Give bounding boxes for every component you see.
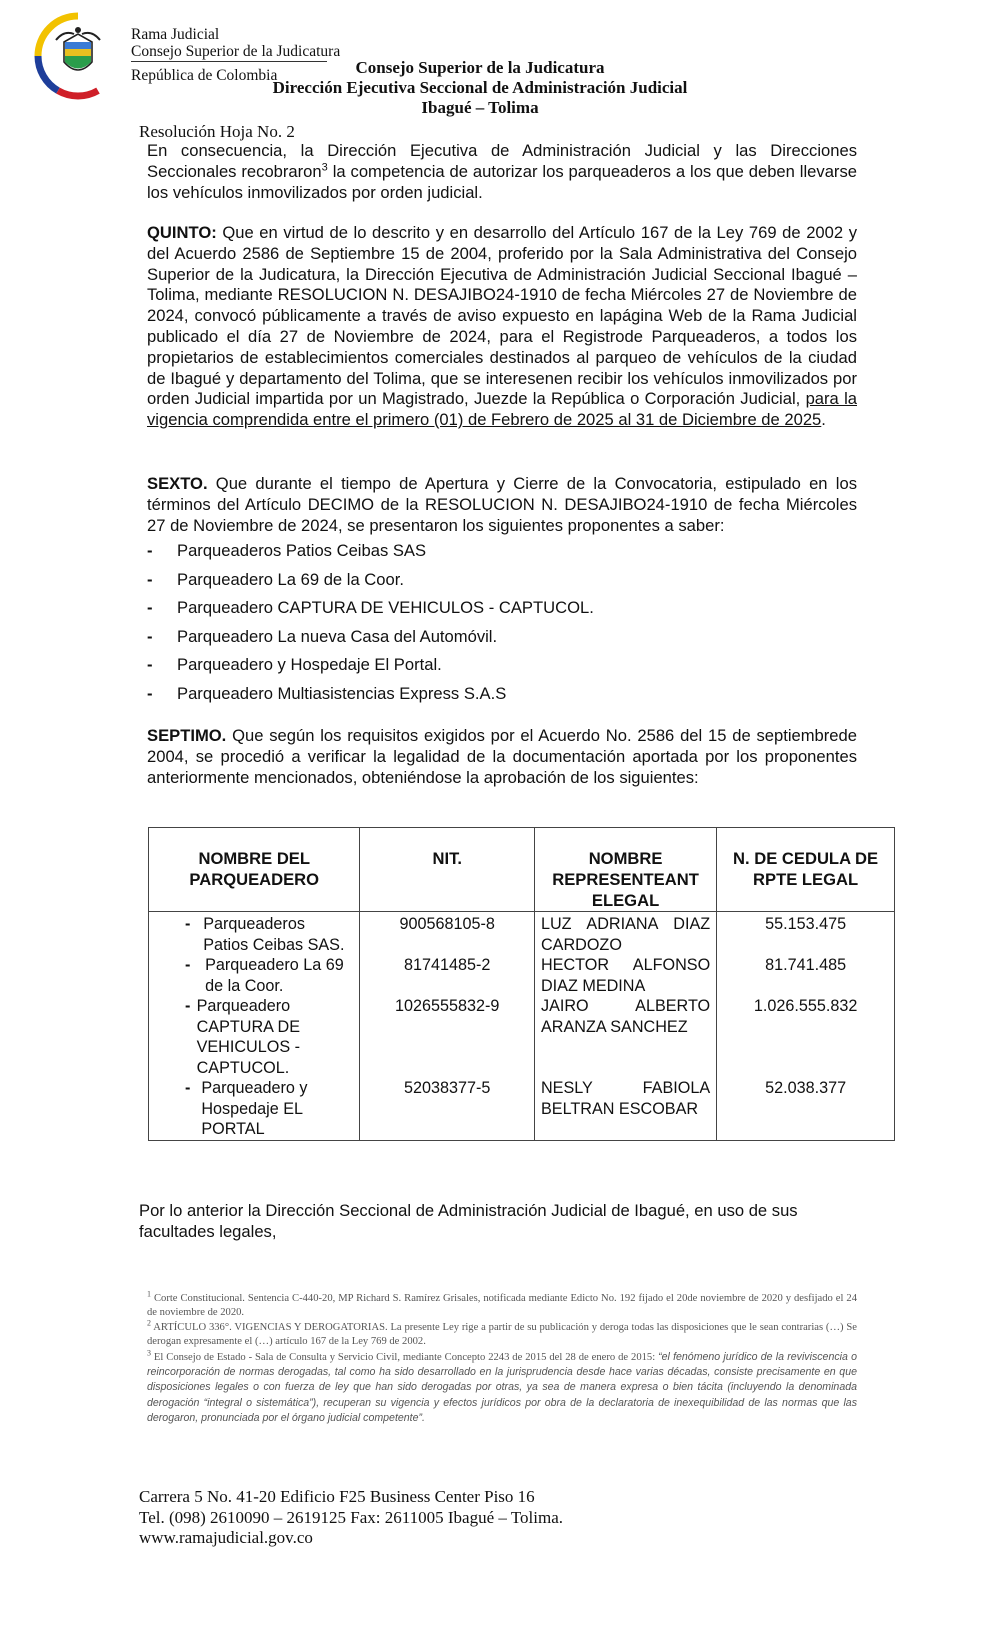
header-representante: NOMBRE REPRESENTEANT ELEGAL [534,828,716,912]
proponent-name: Parqueadero CAPTURA DE VEHICULOS - CAPTUCOL. [177,598,594,618]
paragraph-septimo [147,726,857,788]
footnote-number: 1 [147,1289,151,1299]
sexto-heading: SEXTO. [147,474,208,493]
parking-name: Parqueaderos Patios Ceibas SAS. [203,915,345,954]
paragraph-sexto [147,474,857,536]
cell-name [149,996,360,1078]
cell-representante: LUZ ADRIANA DIAZ CARDOZO [534,912,716,956]
septimo-body: Que según los requisitos exigidos por el Acuerdo No. 2586 del 15 de septiembrede 2004, se procedió a verificar la legalidad de la documentación aportada por los proponentes anteriormente mencionados, obteniéndose la aprobación de los siguientes: [147,726,857,787]
footnote-text: ARTÍCULO 336°. VIGENCIAS Y DEROGATORIAS. La presente Ley rige a partir de su publicación y deroga todas las disposiciones que le sean contrarias (…) Se derogan expresamente el (…) artículo 167 de la Ley 769 de 2002. [147,1321,857,1348]
paragraph-quinto [147,223,857,431]
cell-cedula: 81.741.485 [717,955,895,996]
cell-representante: HECTOR ALFONSO DIAZ MEDINA [534,955,716,996]
footnote-text: Corte Constitucional. Sentencia C-440-20, MP Richard S. Ramírez Grisales, notificada mediante Edicto No. 192 fijado el 20de noviembre de 2020 y desfijado el 24 de noviembre de 2020. [147,1293,857,1319]
proponents-list [147,541,857,713]
header-line-direccion: Dirección Ejecutiva Seccional de Administración Judicial [272,78,688,97]
rama-judicial-logo [34,12,122,100]
list-item [147,684,857,713]
proponent-name: Parqueadero La nueva Casa del Automóvil. [177,626,498,646]
bullet-dash: - [147,598,153,618]
p1-text-a: En consecuencia, la Dirección Ejecutiva de Administración Judicial y las Direcciones Seccionales recobraron [147,141,857,181]
org-country: República de Colombia [131,67,278,84]
list-item [147,655,857,684]
header-nombre-parqueadero: NOMBRE DEL PARQUEADERO [149,828,360,912]
sheet-label: Resolución Hoja No. 2 [139,122,295,141]
proponent-name: Parqueadero La 69 de la Coor. [177,569,404,589]
footnote-number: 3 [147,1348,151,1358]
footnote-text: El Consejo de Estado - Sala de Consulta y Servicio Civil, mediante Concepto 2243 de 2015 del 28 de enero de 2015: [151,1351,659,1363]
header-line-ciudad: Ibagué – Tolima [421,98,539,117]
parking-name: Parqueadero CAPTURA DE VEHICULOS - CAPTUCOL. [196,997,301,1077]
table-row [149,955,895,996]
page-footer [139,1487,563,1549]
quinto-end: . [821,410,826,430]
footer-website: www.ramajudicial.gov.co [139,1528,313,1547]
org-line-consejo: Consejo Superior de la Judicatura [131,43,341,60]
paragraph-facultades: Por lo anterior la Dirección Seccional de Administración Judicial de Ibagué, en uso de sus facultades legales, [139,1201,798,1241]
table-row [149,1078,895,1140]
footnotes [147,1289,857,1427]
bullet-dash: - [147,541,153,560]
list-item [147,541,857,570]
septimo-heading: SEPTIMO. [147,726,227,745]
document-header [210,58,750,118]
paragraph-consecuencia [147,141,857,203]
cell-representante: JAIRO ALBERTO ARANZA SANCHEZ [534,996,716,1078]
sexto-body: Que durante el tiempo de Apertura y Cierre de la Convocatoria, estipulado en los términos del Artículo DECIMO de la RESOLUCION N. DESAJIBO24-1910 de fecha Miércoles 27 de Noviembre de 2024, se presentaron los siguientes proponentes a saber: [147,474,857,535]
bullet-dash: - [185,1079,191,1097]
proponent-name: Parqueaderos Patios Ceibas SAS [177,541,427,560]
cell-representante: NESLY FABIOLA BELTRAN ESCOBAR [534,1078,716,1140]
list-item [147,627,857,656]
footnote-1 [147,1289,857,1321]
cell-cedula: 1.026.555.832 [717,996,895,1078]
table-row [149,996,895,1078]
org-name-block [131,26,340,60]
footnote-quote: “el fenómeno jurídico de la reviviscencia o reincorporación de normas derogadas, tal como ha sido desarrollado en la jurisprudencia desde hace varias décadas, consiste precisamente en que disposiciones legales o con fuerza de ley que han sido derogadas por otras, ya sea de manera expresa o bien tácita (incluyendo la denominada derogación “integral o sistemática”), recuperan su vigencia y efectos jurídicos por obra de la declaratoria de inexequibilidad de las normas que las derogaron, pronunciada por el órgano judicial competente”. [147,1350,857,1425]
cell-nit: 81741485-2 [360,955,534,996]
table-row [149,912,895,956]
cell-nit: 900568105-8 [360,912,534,956]
quinto-heading: QUINTO: [147,223,217,242]
cell-cedula: 55.153.475 [717,912,895,956]
bullet-dash: - [147,626,153,646]
cell-name [149,1078,360,1140]
bullet-dash: - [147,569,153,589]
header-line-consejo: Consejo Superior de la Judicatura [355,58,605,77]
bullet-dash: - [147,655,153,675]
footnote-ref-3: 3 [321,161,328,174]
footnote-number: 2 [147,1318,151,1328]
cell-nit: 52038377-5 [360,1078,534,1140]
header-cedula: N. DE CEDULA DE RPTE LEGAL [717,828,895,912]
cell-name [149,912,360,956]
list-item [147,570,857,599]
footer-phones: Tel. (098) 2610090 – 2619125 Fax: 2611005 Ibagué – Tolima. [139,1507,563,1527]
quinto-vigencia: para la vigencia comprendida entre el primero (01) de Febrero de 2025 al 31 de Diciembre de 2025 [147,389,857,430]
list-item [147,598,857,627]
footer-address: Carrera 5 No. 41-20 Edificio F25 Business Center Piso 16 [139,1487,535,1506]
cell-nit: 1026555832-9 [360,996,534,1078]
proponent-name: Parqueadero Multiasistencias Express S.A.S [177,683,507,703]
footnote-2 [147,1318,857,1350]
parking-name: Parqueadero La 69 de la Coor. [205,956,344,995]
cell-cedula: 52.038.377 [717,1078,895,1140]
proponent-name: Parqueadero y Hospedaje El Portal. [177,655,442,675]
bullet-dash: - [185,915,191,933]
table-header-row [149,828,895,912]
org-line-rama-judicial: Rama Judicial [131,26,220,43]
bullet-dash: - [185,997,191,1015]
p1-text-b: la competencia de autorizar los parqueaderos a los que deben llevarse los vehículos inmovilizados por orden judicial. [147,161,857,202]
cell-name [149,955,360,996]
parking-name: Parqueadero y Hospedaje EL PORTAL [201,1079,308,1138]
bullet-dash: - [147,683,153,703]
approved-parking-table [148,827,895,1141]
header-nit: NIT. [360,828,534,912]
footnote-3 [147,1350,857,1427]
bullet-dash: - [185,956,191,974]
quinto-body: Que en virtud de lo descrito y en desarrollo del Artículo 167 de la Ley 769 de 2002 y del Acuerdo 2586 de Septiembre 15 de 2004, proferido por la Sala Administrativa del Consejo Superior de la Judicatura, la Dirección Ejecutiva de Administración Judicial Seccional Ibagué – Tolima, mediante RESOLUCION N. DESAJIBO24-1910 de fecha Miércoles 27 de Noviembre de 2024, convocó públicamente a través de aviso expuesto en lapágina Web de la Rama Judicial publicado el día 27 de Noviembre de 2024, para el Registrode Parqueaderos, a todos los propietarios de establecimientos comerciales destinados al parqueo de vehículos de la ciudad de Ibagué y departamento del Tolima, que se interesenen recibir los vehículos inmovilizados por orden Judicial impartida por un Magistrado, Juezde la República o Corporación Judicial, [147,223,857,409]
